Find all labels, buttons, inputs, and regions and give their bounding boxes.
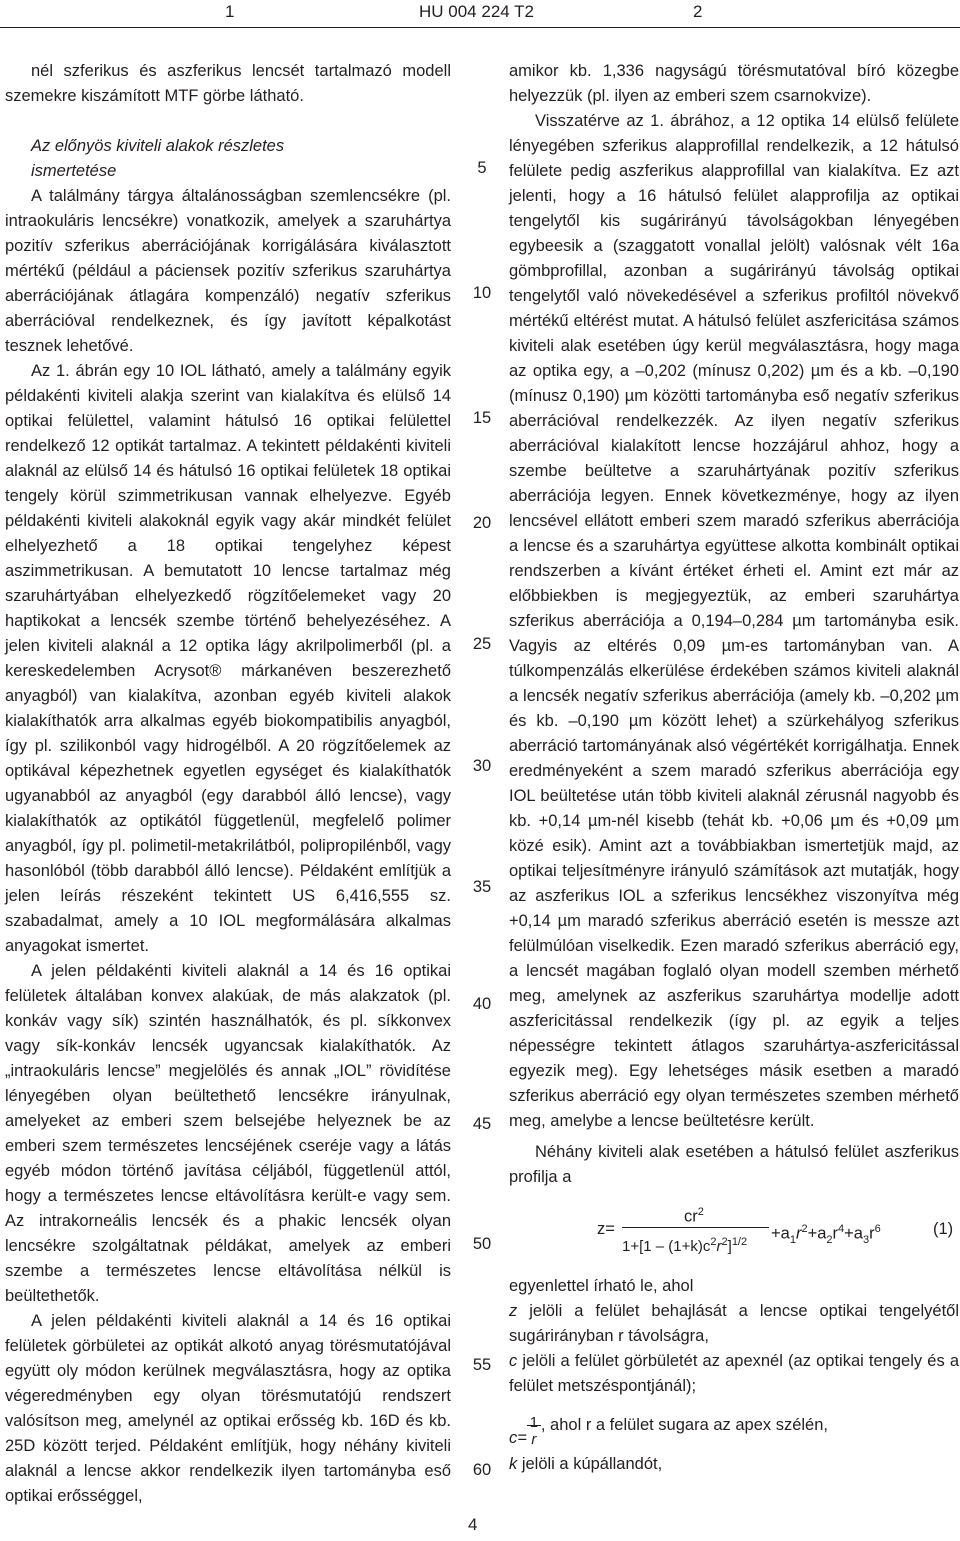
asphere-equation	[509, 1200, 959, 1260]
left-paragraph-1: nél szferikus és aszferikus lencsét tartalmazó modell szemekre kiszámított MTF görbe látható.	[5, 62, 451, 105]
left-column	[5, 59, 451, 1509]
line-number: 5	[477, 159, 487, 177]
definition-z-text: jelöli a felület behajlását a lencse optikai tengelyétől sugárirányban r távolságra,	[509, 1302, 959, 1345]
symbol-k: k	[509, 1455, 518, 1473]
definition-c-formula	[509, 1413, 959, 1448]
definition-z	[509, 1299, 959, 1349]
right-paragraph-2: Visszatérve az 1. ábrához, a 12 optika 14 elülső felülete lényegében szferikus alapprofillal rendelkezik, a 12 hátulsó felülete pedig aszferikus alapprofillal van kialakítva. Ez azt jelenti, hogy a 16 hátulsó felület alapprofilja az optikai tengelytől kis sugárirányú távolságokban lényegében egybeesik a (szaggatott vonallal jelölt) valósnak vélt 16a gömbprofillal, azonban a sugárirányú távolság optikai tengelytől való növekedésével a szferikus profiltól növekvő mértékű eltérést mutat. A hátulsó felület aszfericitása számos kiviteli alak esetében úgy kerül megválasztásra, hogy maga az optika egy, a –0,202 (mínusz 0,202) µm és a kb. –0,190 (mínusz 0,190) µm közötti tartományba eső negatív szferikus aberrációval rendelkezzék. Az ilyen negatív szferikus aberrációval kialakított lencse hozzájárul ahhoz, hogy a szembe beültetve a szaruhártyának pozitív szferikus aberrációja legyen. Ennek következménye, hogy az ilyen lencsével ellátott emberi szem maradó szferikus aberrációja a lencse és a szaruhártya együttese alkotta kombinált optikai rendszerben a kívánt értéket érheti el. Amint ezt már az előbbiekben is megjegyeztük, az emberi szaruhártya szferikus aberrációja a 0,194–0,284 µm tartományba esik. Vagyis az eltérés 0,09 µm-es tartományban van. A túlkompenzálás elkerülése érdekében számos kiviteli alaknál a lencsék negatív szferikus aberrációja (amely kb. –0,202 µm és kb. –0,190 µm között lehet) a szürkehályog szferikus aberráció tartományának alsó végértékét korrigálhatja. Ennek eredményeként a szem maradó szferikus aberrációja egy IOL beültetése után több kiviteli alaknál zérusnál nagyobb és kb. +0,14 µm-nél kisebb (tehát kb. +0,06 µm és +0,09 µm közé esik). Amint azt a továbbiakban ismertetjük majd, az optikai teljesítményre irányuló számítások azt mutatják, hogy az aszferikus IOL a szferikus lencsékhez viszonyítva még +0,14 µm maradó szferikus aberráció esetén is messze azt felülmúlóan viselkedik. Ezen maradó szferikus aberráció egy, a lencsét magában foglaló olyan modell szemben mérhető meg, amelynek az aszferikus szaruhártya modellje adott aszfericitással rendelkezik (így pl. az egyik a teljes népességre tekintett átlagos szaruhártya-aszfericitással egyezik meg). Egy lehetséges másik esetben a maradó szferikus aberráció egy olyan természetes szemben mérhető meg, amelybe a lencse beültetésre került.	[509, 112, 959, 1130]
header-page-left: 1	[225, 2, 235, 21]
left-paragraph-5: A jelen példakénti kiviteli alaknál a 14 és 16 optikai felületek görbületei az optikát alkotó anyag törésmutatójával együtt oly módon kerülnek megválasztásra, hogy az optika végeredményben egy olyan törésmutatójú rendszert valósítson meg, amelynél az optikai erősség kb. 16D és kb. 25D között terjed. Példaként említjük, hogy néhány kiviteli alaknál a lencse akkor rendelkezik ilyen tartományba eső optikai erősséggel,	[5, 1312, 451, 1505]
section-heading-cont: ismertetése	[31, 162, 117, 180]
definition-c-text: jelöli a felület görbületét az apexnél (az optikai tengely és a felület metszéspontjánál);	[509, 1352, 959, 1395]
equation-denominator: $1+[1 - (1+k)c^2r^2]^{1/2}$	[622, 1236, 748, 1255]
right-paragraph-4: egyenlettel írható le, ahol	[509, 1277, 694, 1295]
line-number: 35	[472, 878, 492, 896]
header-page-right: 2	[693, 2, 703, 21]
left-paragraph-4: A jelen példakénti kiviteli alaknál a 14 és 16 optikai felületek általában konvex alakúak, de más alakzatok (pl. konkáv vagy sík) szintén használhatók, és pl. síkkonvex vagy sík-konkáv lencsék ugyancsak kialakíthatók. Az „intraokuláris lencse” megjelölés és annak „IOL” rövidítése lényegében olyan beültethető lencsékre irányulnak, amelyeket az emberi szem belsejébe helyeznek be az emberi szem természetes lencséjének cseréje vagy a látás egyéb módon történő javítása céljából, függetlenül attól, hogy a természetes lencse eltávolításra került-e vagy sem. Az intrakorneális lencsék és a phakic lencsék olyan lencsékre szolgáltatnak példákat, amelyek az emberi szembe a természetes lencse eltávolítása nélkül is beültethetők.	[5, 962, 451, 1305]
line-number: 30	[472, 757, 492, 775]
definition-k	[509, 1452, 959, 1477]
page-number: 4	[468, 1515, 478, 1534]
line-number: 55	[472, 1356, 492, 1374]
c-formula-text: , ahol r a felület sugara az apex szélén,	[540, 1416, 828, 1434]
equation-numerator: $cr^2$	[684, 1206, 704, 1226]
line-number: 40	[472, 995, 492, 1013]
definition-k-text: jelöli a kúpállandót,	[517, 1455, 663, 1473]
line-number: 60	[472, 1461, 492, 1479]
left-paragraph-3: Az 1. ábrán egy 10 IOL látható, amely a találmány egyik példakénti kiviteli alakja szerint van kialakítva és elülső 14 optikai felülettel, valamint hátulsó 16 optikai felülettel rendelkező 12 optikát tartalmaz. A tekintett példakénti kiviteli alaknál az elülső 14 és hátulsó 16 optikai felületek 18 optikai tengely körül szimmetrikusan vannak elhelyezve. Egyéb példakénti kiviteli alakoknál egyik vagy akár mindkét felület elhelyezhető a 18 optikai tengelyhez képest aszimmetrikusan. A bemutatott 10 lencse tartalmaz még szaruhártyában elhelyezkedő rögzítőelemeket vagy 20 haptikokat a lencsék szembe történő behelyezéséhez. A jelen kiviteli alaknál a 12 optika lágy akrilpolimerből (pl. a kereskedelemben Acrysot® márkanéven beszerezhető anyagból) van kialakítva, azonban egyéb kiviteli alakok kialakíthatók arra alkalmas egyéb biokompatibilis anyagból, így pl. szilikonból vagy hidrogélből. A 20 rögzítőelemek az optikával képezhetnek egyetlen egységet és kialakíthatók ugyanabból az anyagból (egy darabból álló lencse), vagy kialakíthatók az optikától függetlenül, megfelelő polimer anyagból, így pl. polimetil-metakrilátból, polipropilénből, vagy hasonlóból (több darabból álló lencse). Példaként említjük a jelen leírás részeként tekintett US 6,416,555 sz. szabadalmat, amely a 10 IOL megformálására alkalmas anyagokat ismertet.	[5, 362, 451, 955]
c-formula-lhs: c=	[509, 1429, 527, 1447]
symbol-c: c	[509, 1352, 518, 1370]
equation-number: (1)	[933, 1220, 954, 1238]
right-paragraph-3: Néhány kiviteli alak esetében a hátulsó felület aszferikus profilja a	[509, 1143, 959, 1186]
symbol-z: z	[509, 1302, 518, 1320]
right-column	[509, 59, 959, 1477]
fraction-bar	[622, 1227, 769, 1228]
line-number: 50	[472, 1235, 492, 1253]
line-number: 15	[472, 409, 492, 427]
definition-c	[509, 1349, 959, 1399]
line-number: 20	[472, 514, 492, 532]
line-number: 10	[472, 284, 492, 302]
header-document-id: HU 004 224 T2	[419, 2, 534, 21]
equation-polynomial-terms: $+a_1r^2+a_2r^4+a_3r^6$	[771, 1223, 881, 1246]
header-rule	[0, 27, 960, 28]
section-heading: Az előnyös kiviteli alakok részletes	[31, 137, 285, 155]
equation-lhs: z=	[597, 1220, 615, 1238]
left-paragraph-2: A találmány tárgya általánosságban szemlencsékre (pl. intraokuláris lencsékre) vonatkozik, amelyek a szaruhártya pozitív szferikus aberrációjának korrigálására kiválasztott mértékű (például a páciensek pozitív szferikus szaruhártya aberrációjának átlagára kompenzáló) negatív szferikus aberrációval rendelkeznek, és így javított képalkotást tesznek lehetővé.	[5, 187, 451, 355]
c-fraction: 1 r	[527, 1413, 541, 1438]
line-number: 25	[472, 635, 492, 653]
line-number: 45	[472, 1115, 492, 1133]
right-paragraph-1: amikor kb. 1,336 nagyságú törésmutatóval bíró közegbe helyezzük (pl. ilyen az emberi szem csarnokvize).	[509, 62, 959, 105]
